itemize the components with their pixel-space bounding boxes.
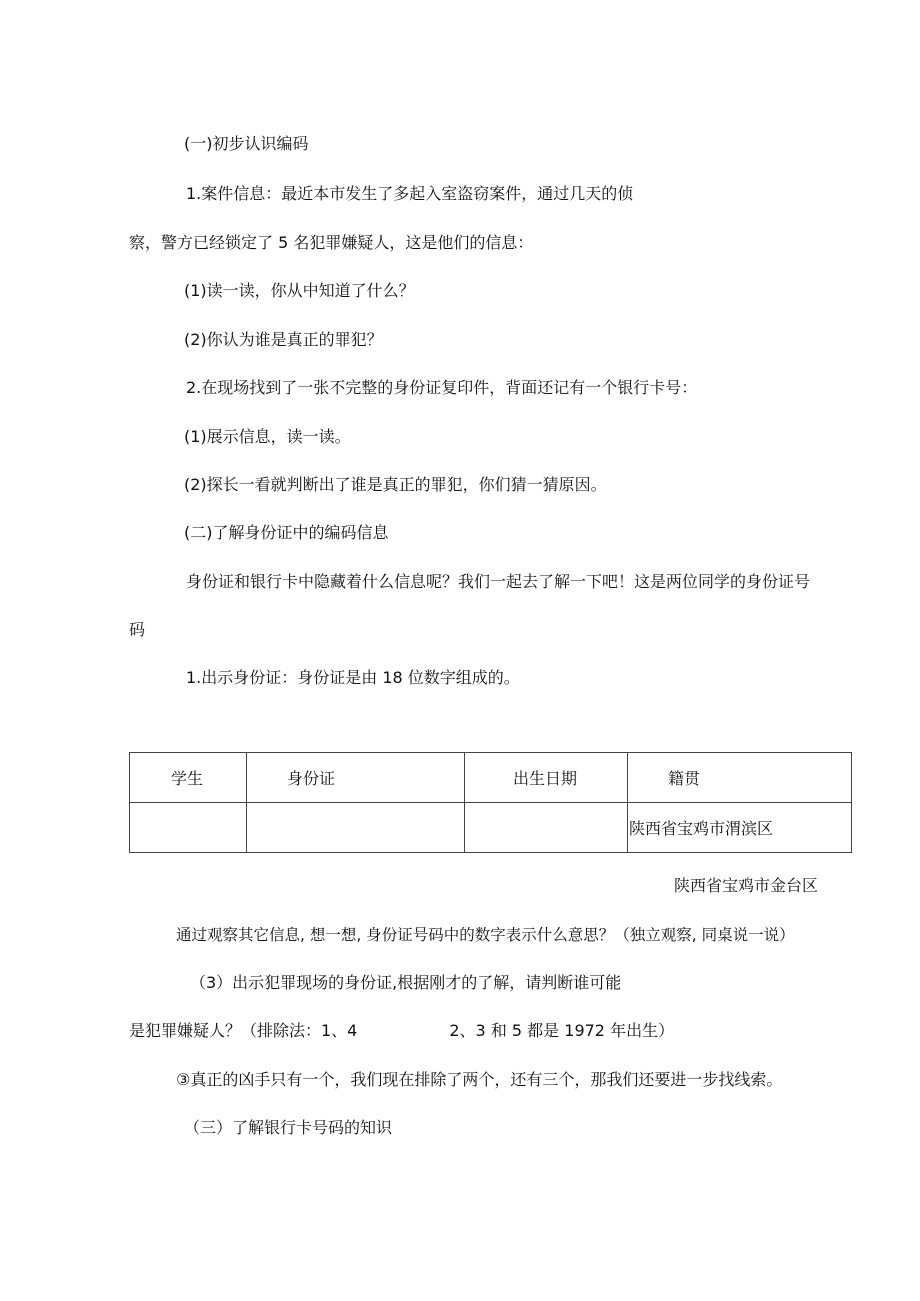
cell-birth-date xyxy=(465,803,628,853)
show-id-card: 1.出示身份证：身份证是由 18 位数字组成的。 xyxy=(186,668,520,687)
step-3-line-2-part-a: 是犯罪嫌疑人？（排除法：1、4 xyxy=(129,1021,358,1040)
id-info-table xyxy=(129,752,852,853)
intro-line-2: 码 xyxy=(129,620,146,639)
case-info-line-2: 察，警方已经锁定了 5 名犯罪嫌疑人，这是他们的信息： xyxy=(129,233,534,252)
step-3-line-3: ③真正的凶手只有一个，我们现在排除了两个，还有三个，那我们还要进一步找线索。 xyxy=(176,1070,783,1089)
header-student: 学生 xyxy=(130,753,247,803)
cell-native-place: 陕西省宝鸡市渭滨区 xyxy=(628,803,852,853)
step-3-line-2-part-b: 2、3 和 5 都是 1972 年出生） xyxy=(449,1021,675,1040)
question-1: (1)读一读，你从中知道了什么？ xyxy=(184,281,415,300)
extra-native-place: 陕西省宝鸡市金台区 xyxy=(674,876,819,895)
case-info-line-1: 1.案件信息：最近本市发生了多起入室盗窃案件，通过几天的侦 xyxy=(186,184,634,203)
section-heading-3: （三）了解银行卡号码的知识 xyxy=(184,1118,393,1137)
table-row xyxy=(130,803,852,853)
cell-student xyxy=(130,803,247,853)
table-header-row xyxy=(130,753,852,803)
header-birth-date: 出生日期 xyxy=(465,753,628,803)
observe-question: 通过观察其它信息, 想一想, 身份证号码中的数字表示什么意思？（独立观察, 同桌说一说） xyxy=(176,926,795,944)
question-2: (2)你认为谁是真正的罪犯？ xyxy=(184,330,383,349)
evidence-item-2: 2.在现场找到了一张不完整的身份证复印件，背面还记有一个银行卡号： xyxy=(186,378,698,397)
step-3-line-1: （3）出示犯罪现场的身份证,根据刚才的了解，请判断谁可能 xyxy=(190,973,622,992)
step-3-line-2 xyxy=(129,1021,674,1041)
section-heading-2: (二)了解身份证中的编码信息 xyxy=(184,523,389,542)
section-heading-1: (一)初步认识编码 xyxy=(184,134,309,153)
step-2: (2)探长一看就判断出了谁是真正的罪犯，你们猜一猜原因。 xyxy=(184,475,607,494)
step-1: (1)展示信息，读一读。 xyxy=(184,427,351,446)
cell-id-card xyxy=(247,803,465,853)
header-native-place: 籍贯 xyxy=(628,753,852,803)
intro-line-1: 身份证和银行卡中隐藏着什么信息呢？我们一起去了解一下吧！这是两位同学的身份证号 xyxy=(186,572,811,591)
header-id-card: 身份证 xyxy=(247,753,465,803)
